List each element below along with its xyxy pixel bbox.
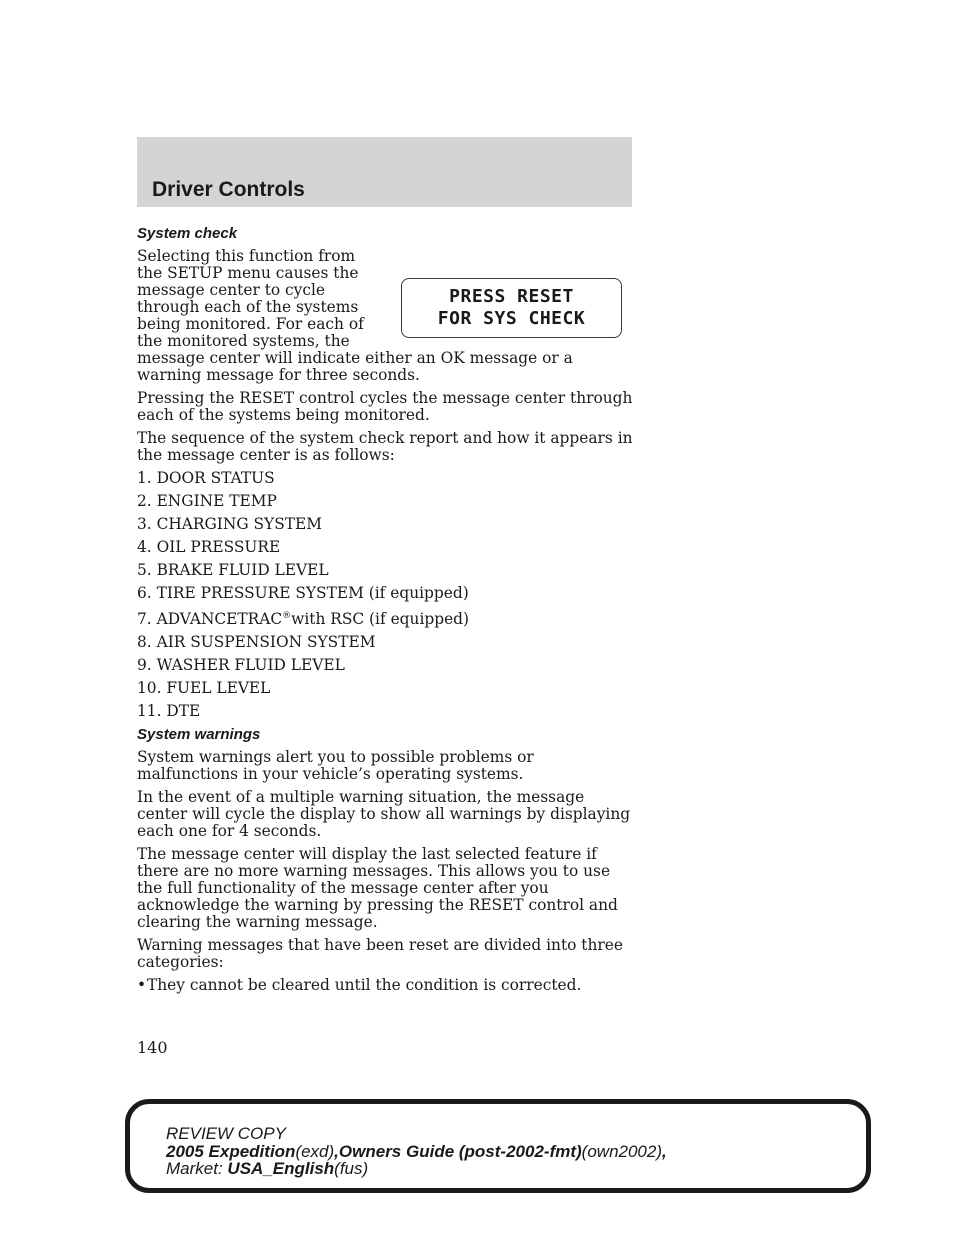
page-content <box>137 220 637 1000</box>
footer-line-3: Market: USA_English(fus) <box>166 1159 369 1178</box>
item-7-suffix: with RSC (if equipped) <box>291 610 470 629</box>
list-item: 8. AIR SUSPENSION SYSTEM <box>137 633 376 652</box>
footer-line-2: 2005 Expedition(exd),Owners Guide (post-2002-fmt)(own2002), <box>166 1141 667 1161</box>
list-item: 4. OIL PRESSURE <box>137 538 281 556</box>
registered-mark-icon: ® <box>282 611 292 621</box>
list-item: 3. CHARGING SYSTEM <box>137 515 323 533</box>
system-check-intro: Selecting this function from the SETUP menu causes the message center to cycle through each of the systems being monitored. For each of the monitored systems, the message center will indicate either an OK message or a warning message for three seconds. <box>137 247 573 384</box>
system-warnings-heading: System warnings <box>137 726 261 744</box>
system-warnings-para-3: The message center will display the last selected feature if there are no more warning messages. This allows you to use the full functionality of the message center after you acknowledge the warning by pressing the RESET control and clearing the warning message. <box>137 845 618 932</box>
bullet-item <box>137 977 637 994</box>
page-number: 140 <box>137 1038 168 1057</box>
list-item: 1. DOOR STATUS <box>137 469 275 487</box>
list-item: 6. TIRE PRESSURE SYSTEM (if equipped) <box>137 584 469 602</box>
item-7-label: 7. ADVANCETRAC <box>137 610 283 629</box>
list-item: 5. BRAKE FLUID LEVEL <box>137 561 329 579</box>
list-item <box>137 608 637 628</box>
system-check-para-3: The sequence of the system check report and how it appears in the message center is as follows: <box>137 429 633 464</box>
display-line-1: PRESS RESET <box>449 286 574 307</box>
bullet-icon: • <box>137 976 147 995</box>
system-warnings-para-1: System warnings alert you to possible problems or malfunctions in your vehicle’s operating systems. <box>137 748 534 784</box>
list-item: 2. ENGINE TEMP <box>137 492 277 510</box>
list-item: 9. WASHER FLUID LEVEL <box>137 656 345 675</box>
list-item: 10. FUEL LEVEL <box>137 679 271 698</box>
system-check-para-2: Pressing the RESET control cycles the message center through each of the systems being monitored. <box>137 389 633 424</box>
display-line-2: FOR SYS CHECK <box>437 308 586 329</box>
message-center-display <box>401 278 622 338</box>
footer-line-1: REVIEW COPY <box>166 1124 286 1143</box>
section-title: Driver Controls <box>152 178 305 201</box>
system-warnings-para-4: Warning messages that have been reset are divided into three categories: <box>137 936 623 972</box>
list-item: 11. DTE <box>137 702 201 721</box>
system-check-list <box>137 470 637 720</box>
system-check-heading: System check <box>137 225 238 242</box>
footer-text <box>166 1125 667 1178</box>
system-warnings-para-2: In the event of a multiple warning situation, the message center will cycle the display to show all warnings by displaying each one for 4 seconds. <box>137 788 631 841</box>
bullet-text: They cannot be cleared until the condition is corrected. <box>147 976 582 995</box>
